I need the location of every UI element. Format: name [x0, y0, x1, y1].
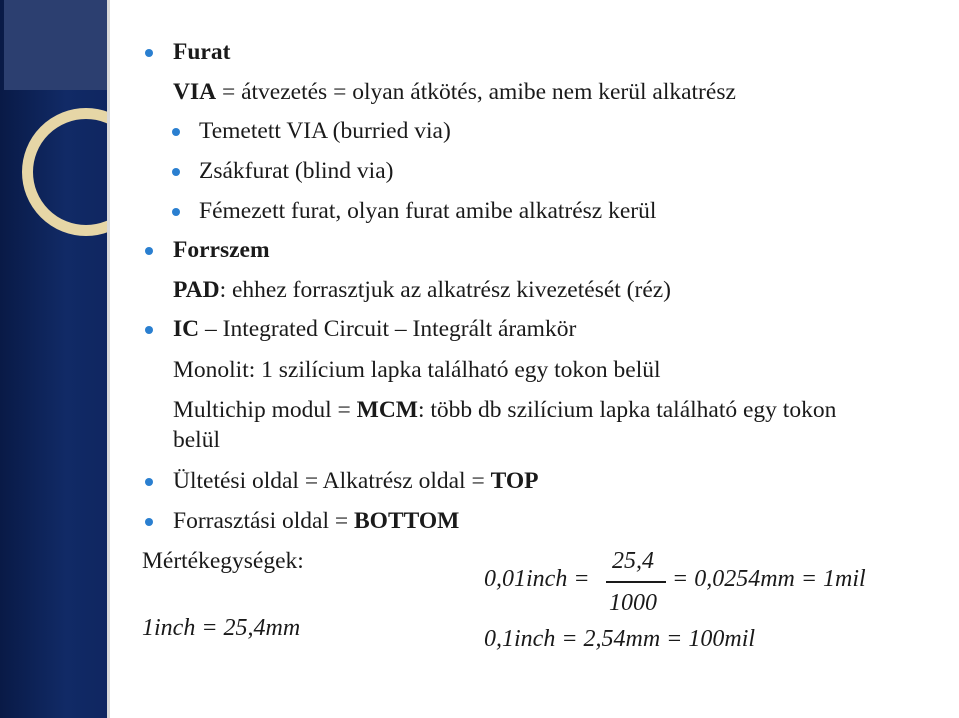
line-monolit: Monolit: 1 szilícium lapka található egy tokon belül: [173, 357, 661, 383]
mcm-term: MCM: [356, 397, 418, 423]
bullet-icon: [145, 478, 153, 486]
fraction-numerator: 25,4: [612, 548, 654, 574]
sidebar-corner-panel: [4, 0, 110, 90]
equation-inch-mm: 1inch = 25,4mm: [142, 615, 301, 641]
line-femezett-furat: Fémezett furat, olyan furat amibe alkatrész kerül: [199, 198, 657, 224]
fraction-bar: [606, 581, 666, 583]
bullet-icon: [172, 168, 180, 176]
line-ultetesi-oldal: [173, 467, 538, 495]
bullet-icon: [172, 128, 180, 136]
line-multichip: [173, 396, 836, 424]
line-pad: [173, 276, 671, 304]
bullet-icon: [145, 326, 153, 334]
line-temetett-via: Temetett VIA (burried via): [199, 118, 451, 144]
forrasztasi-label: Forrasztási oldal =: [173, 508, 354, 534]
equation-left-side: 0,01inch =: [484, 566, 590, 592]
sidebar-edge: [107, 0, 110, 718]
line-multichip-cont: belül: [173, 427, 220, 453]
ic-definition: – Integrated Circuit – Integrált áramkör: [199, 316, 577, 342]
multichip-label: Multichip modul =: [173, 397, 357, 423]
bullet-icon: [145, 49, 153, 57]
bullet-icon: [145, 247, 153, 255]
line-forrasztasi-oldal: [173, 507, 459, 535]
heading-mertekegysegek: Mértékegységek:: [142, 548, 304, 574]
pad-term: PAD: [173, 277, 220, 303]
ultetesi-label: Ültetési oldal = Alkatrész oldal =: [173, 468, 491, 494]
equation-right-side: = 0,0254mm = 1mil: [672, 566, 866, 592]
top-term: TOP: [490, 468, 539, 494]
ic-term: IC: [173, 316, 200, 342]
multichip-definition: : több db szilícium lapka található egy tokon: [417, 397, 837, 423]
bottom-term: BOTTOM: [353, 508, 460, 534]
pad-definition: : ehhez forrasztjuk az alkatrész kivezetését (réz): [219, 277, 672, 303]
heading-furat: Furat: [173, 39, 231, 65]
via-term: VIA: [173, 79, 217, 105]
fraction-denominator: 1000: [609, 590, 657, 616]
via-definition: = átvezetés = olyan átkötés, amibe nem kerül alkatrész: [216, 79, 736, 105]
decorative-sidebar: [0, 0, 110, 718]
equation-tenth-inch: 0,1inch = 2,54mm = 100mil: [484, 626, 756, 652]
bullet-icon: [172, 208, 180, 216]
bullet-icon: [145, 518, 153, 526]
heading-forrszem: Forrszem: [173, 237, 270, 263]
line-ic: [173, 315, 576, 343]
line-zsakfurat: Zsákfurat (blind via): [199, 158, 394, 184]
line-via: [173, 78, 736, 106]
